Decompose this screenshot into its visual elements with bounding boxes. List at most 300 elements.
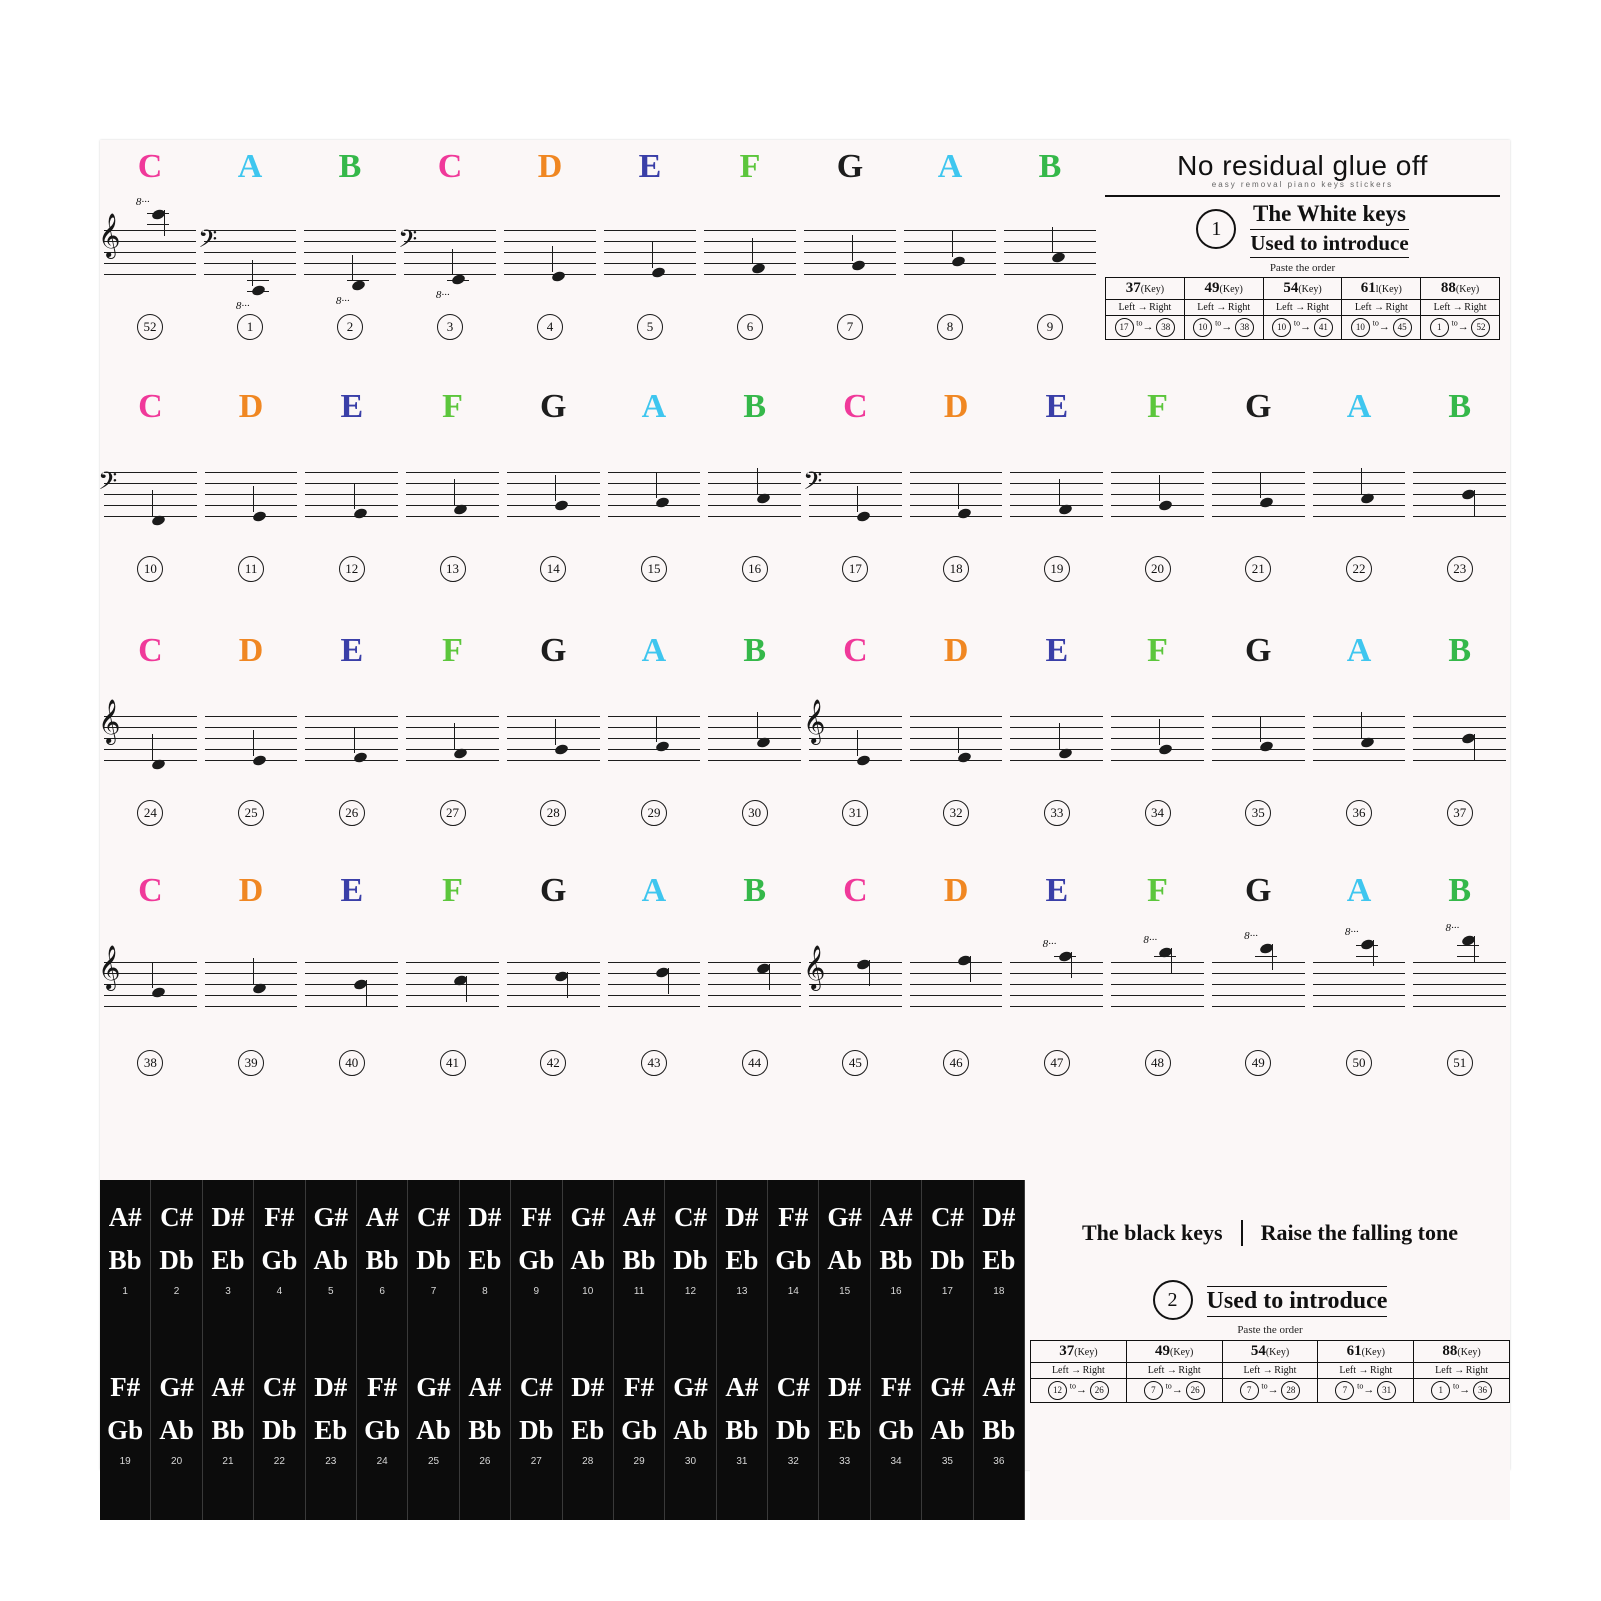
note-letter: A	[641, 632, 667, 669]
key-number	[100, 314, 200, 340]
note-stem	[253, 486, 254, 512]
ledger-line	[1255, 956, 1277, 957]
sticker-sheet	[100, 140, 1510, 1470]
music-staff	[205, 962, 298, 1006]
black-key-sticker	[717, 1180, 768, 1350]
range-cell: 1 $^{to}$→ 36	[1414, 1379, 1510, 1403]
note-stem	[466, 976, 467, 1002]
note-letter: C	[138, 388, 163, 425]
black-key-index: 16	[890, 1286, 902, 1297]
sharp-label: C#	[519, 1372, 553, 1402]
note-letter: A	[237, 148, 263, 185]
black-key-index: 18	[993, 1286, 1005, 1297]
note-letter: B	[338, 148, 362, 185]
note-stem	[652, 242, 653, 268]
note-head	[655, 740, 670, 753]
note-head	[554, 499, 569, 512]
note-head	[352, 751, 367, 764]
music-staff	[1004, 230, 1096, 274]
staff-cell	[906, 948, 1007, 1020]
flat-label: Bb	[622, 1245, 656, 1275]
note-stem	[1159, 719, 1160, 745]
black-key-sticker	[408, 1180, 459, 1350]
note-stem	[164, 210, 165, 236]
key-number-list	[100, 800, 1510, 826]
note-letter-list	[100, 140, 1100, 186]
bass-clef-icon: 𝄢	[198, 225, 218, 260]
flat-label: Db	[519, 1415, 554, 1445]
note-letter: C	[138, 872, 163, 909]
sharp-label: D#	[211, 1202, 245, 1232]
black-key-sticker	[203, 1180, 254, 1350]
sharp-label: D#	[571, 1372, 605, 1402]
note-letter: A	[1346, 872, 1372, 909]
black-keys-title-left: The black keys	[1082, 1220, 1223, 1245]
key-number	[1208, 800, 1309, 826]
flat-label: Bb	[982, 1415, 1016, 1445]
note-head	[957, 507, 972, 520]
sharp-label: D#	[314, 1372, 348, 1402]
note-stem	[857, 486, 858, 512]
staff-cell	[1409, 922, 1510, 1020]
note-letter: F	[1147, 388, 1168, 425]
note-letter: D	[943, 388, 969, 425]
key-number-circle: 9	[1037, 314, 1063, 340]
sharp-label: G#	[930, 1372, 965, 1402]
music-staff	[708, 472, 801, 516]
black-key-index: 24	[376, 1456, 388, 1467]
ledger-line	[147, 224, 169, 225]
key-number-circle: 19	[1044, 556, 1070, 582]
note-stem	[757, 468, 758, 494]
flat-label: Db	[673, 1245, 708, 1275]
black-key-index: 19	[119, 1456, 131, 1467]
sharp-label: A#	[622, 1202, 656, 1232]
music-staff	[910, 716, 1003, 760]
note-letter: B	[1448, 632, 1472, 669]
sharp-label: D#	[828, 1372, 862, 1402]
note-stem	[366, 980, 367, 1006]
note-stem	[869, 960, 870, 986]
black-key-index: 34	[890, 1456, 902, 1467]
key-number	[500, 314, 600, 340]
key-number-circle: 48	[1145, 1050, 1171, 1076]
black-key-sticker	[306, 1180, 357, 1350]
music-staff	[910, 962, 1003, 1006]
black-keys-title-2: Used to introduce	[1207, 1286, 1388, 1317]
key-number	[800, 314, 900, 340]
flat-label: Eb	[571, 1415, 605, 1445]
key-count-header: 49(Key)	[1184, 277, 1263, 299]
direction-cell: Left → Right	[1263, 299, 1342, 315]
note-stem	[1052, 227, 1053, 253]
staff-cell	[1000, 216, 1100, 288]
note-head	[651, 266, 666, 279]
white-keys-title-2: Used to introduce	[1250, 229, 1408, 258]
white-keys-info-panel	[1105, 150, 1500, 385]
note-letter: D	[238, 632, 264, 669]
sharp-label: D#	[725, 1202, 759, 1232]
note-letter: F	[442, 872, 463, 909]
ledger-line	[1457, 956, 1479, 957]
step-number-badge: 2	[1153, 1280, 1193, 1320]
black-key-index: 32	[787, 1456, 799, 1467]
key-number	[201, 1050, 302, 1076]
staff-cell	[402, 702, 503, 774]
note-letter: C	[843, 388, 868, 425]
staff-cell	[704, 948, 805, 1020]
note-stem	[958, 727, 959, 753]
note-letter: E	[340, 632, 364, 669]
note-stem	[1260, 716, 1261, 742]
key-number	[906, 1050, 1007, 1076]
key-number-circle: 20	[1145, 556, 1171, 582]
ottava-marking: 8···	[1042, 938, 1057, 950]
music-staff	[507, 962, 600, 1006]
note-letter: A	[641, 388, 667, 425]
table-row	[1106, 299, 1500, 315]
ledger-line	[1356, 945, 1378, 946]
treble-clef-icon: 𝄞	[98, 945, 121, 989]
key-number-circle: 46	[943, 1050, 969, 1076]
music-staff	[904, 230, 996, 274]
key-number	[704, 1050, 805, 1076]
music-staff	[1010, 938, 1103, 1006]
black-key-index: 33	[839, 1456, 851, 1467]
black-key-sticker	[665, 1350, 716, 1520]
note-stem	[454, 723, 455, 749]
note-stem	[252, 260, 253, 286]
note-head	[151, 986, 166, 999]
flat-label: Eb	[468, 1245, 502, 1275]
key-number-circle: 21	[1245, 556, 1271, 582]
black-key-sticker	[306, 1350, 357, 1520]
divider	[1241, 1220, 1243, 1246]
key-number-circle: 25	[238, 800, 264, 826]
black-key-index: 3	[225, 1286, 231, 1297]
black-key-index: 22	[273, 1456, 285, 1467]
key-number	[900, 314, 1000, 340]
key-number-circle: 15	[641, 556, 667, 582]
black-keys-title	[1207, 1284, 1388, 1317]
sharp-label: G#	[313, 1202, 349, 1232]
key-number-circle: 23	[1447, 556, 1473, 582]
note-letter: C	[843, 632, 868, 669]
note-letter: G	[540, 632, 567, 669]
staff-cell	[1309, 926, 1410, 1020]
direction-cell: Left → Right	[1222, 1363, 1318, 1379]
flat-label: Bb	[211, 1415, 245, 1445]
sharp-label: A#	[468, 1372, 502, 1402]
black-keys-sticker-block	[100, 1180, 1025, 1520]
note-head	[1158, 743, 1173, 756]
treble-clef-icon: 𝄞	[803, 699, 826, 743]
note-stem	[1474, 490, 1475, 516]
black-key-sticker	[511, 1180, 562, 1350]
key-number-circle: 4	[537, 314, 563, 340]
staff-cell	[1208, 930, 1309, 1020]
key-number-circle: 18	[943, 556, 969, 582]
note-stem	[152, 962, 153, 988]
flat-label: Gb	[364, 1415, 401, 1445]
note-letter-list	[100, 860, 1510, 910]
black-key-sticker	[717, 1350, 768, 1520]
note-letter: G	[540, 388, 567, 425]
sharp-label: F#	[881, 1372, 912, 1402]
note-stem	[354, 727, 355, 753]
music-staff	[406, 716, 499, 760]
sharp-label: C#	[776, 1372, 810, 1402]
sharp-label: F#	[778, 1202, 809, 1232]
black-key-sticker	[871, 1180, 922, 1350]
key-number-circle: 32	[943, 800, 969, 826]
key-number	[1309, 800, 1410, 826]
staff-cell	[301, 948, 402, 1020]
black-key-index: 2	[173, 1286, 180, 1297]
music-staff	[1111, 716, 1204, 760]
note-letter: C	[843, 872, 868, 909]
music-staff	[205, 472, 298, 516]
flat-label: Bb	[725, 1415, 759, 1445]
sharp-label: F#	[624, 1372, 655, 1402]
flat-label: Gb	[621, 1415, 658, 1445]
key-number	[906, 800, 1007, 826]
key-number	[704, 556, 805, 582]
staff-cell	[198, 216, 300, 312]
table-row	[1106, 277, 1500, 299]
key-count-header: 61(Key)	[1318, 1341, 1414, 1363]
staff-cell	[201, 458, 302, 530]
key-number-circle: 1	[237, 314, 263, 340]
black-key-row	[100, 1350, 1025, 1520]
key-number-circle: 47	[1044, 1050, 1070, 1076]
sharp-label: A#	[211, 1372, 245, 1402]
note-stem	[970, 956, 971, 982]
staff-cell	[300, 216, 400, 307]
sharp-label: C#	[160, 1202, 194, 1232]
key-number-circle: 39	[238, 1050, 264, 1076]
music-staff	[205, 716, 298, 760]
sharp-label: D#	[982, 1202, 1016, 1232]
direction-cell: Left → Right	[1421, 299, 1500, 315]
ledger-line	[347, 280, 369, 281]
staff-cell	[1208, 458, 1309, 530]
note-letter: F	[739, 148, 761, 185]
range-cell: 12 $^{to}$→ 26	[1031, 1379, 1127, 1403]
key-number	[805, 1050, 906, 1076]
key-number	[100, 556, 201, 582]
flat-label: Bb	[879, 1245, 913, 1275]
black-key-index: 4	[276, 1286, 283, 1297]
ledger-line	[1457, 945, 1479, 946]
key-number-circle: 31	[842, 800, 868, 826]
note-stem	[354, 483, 355, 509]
staff-cell	[803, 945, 906, 1020]
staff-list	[98, 922, 1510, 1020]
flat-label: Bb	[108, 1245, 142, 1275]
black-key-sticker	[151, 1350, 202, 1520]
key-number	[704, 800, 805, 826]
key-number	[1208, 556, 1309, 582]
key-number-circle: 36	[1346, 800, 1372, 826]
key-number	[805, 556, 906, 582]
bass-clef-icon: 𝄢	[398, 225, 418, 260]
staff-cell	[503, 458, 604, 530]
black-key-index: 6	[379, 1286, 385, 1297]
range-cell: 7 $^{to}$→ 26	[1126, 1379, 1222, 1403]
note-letter: A	[641, 872, 667, 909]
note-letter: F	[442, 632, 463, 669]
key-number	[100, 1050, 201, 1076]
key-number	[1309, 556, 1410, 582]
white-key-row-4	[100, 860, 1510, 1120]
key-number	[201, 556, 302, 582]
black-key-sticker	[460, 1180, 511, 1350]
key-number-circle: 33	[1044, 800, 1070, 826]
black-key-sticker	[922, 1350, 973, 1520]
note-stem	[668, 968, 669, 994]
key-number	[402, 556, 503, 582]
staff-cell	[1309, 458, 1410, 530]
white-key-row-3	[100, 620, 1510, 870]
ottava-marking: 8···	[1244, 930, 1258, 942]
sharp-label: C#	[417, 1202, 451, 1232]
key-number-circle: 12	[339, 556, 365, 582]
key-number	[1409, 556, 1510, 582]
key-number	[400, 314, 500, 340]
music-staff	[1212, 930, 1305, 1006]
note-stem	[1059, 479, 1060, 505]
flat-label: Db	[416, 1245, 451, 1275]
flat-label: Gb	[878, 1415, 915, 1445]
key-number	[301, 556, 402, 582]
table-row	[1031, 1379, 1510, 1403]
key-number-circle: 29	[641, 800, 667, 826]
note-letter: A	[1346, 388, 1372, 425]
music-staff	[704, 230, 796, 274]
sharp-label: G#	[570, 1202, 605, 1232]
music-staff	[1413, 922, 1506, 1006]
ledger-line	[147, 213, 169, 214]
note-stem	[1272, 944, 1273, 970]
key-number-circle: 49	[1245, 1050, 1271, 1076]
black-key-index: 9	[533, 1286, 540, 1297]
black-key-sticker	[974, 1350, 1025, 1520]
note-letter: F	[442, 388, 463, 425]
treble-clef-icon: 𝄞	[98, 213, 121, 257]
black-key-index: 10	[582, 1286, 594, 1297]
flat-label: Eb	[211, 1245, 245, 1275]
sharp-label: A#	[365, 1202, 399, 1232]
black-key-sticker	[871, 1350, 922, 1520]
direction-cell: Left → Right	[1414, 1363, 1510, 1379]
music-staff	[1313, 472, 1406, 516]
white-keys-title	[1250, 201, 1408, 258]
note-head	[1158, 499, 1173, 512]
black-key-sticker	[614, 1180, 665, 1350]
note-head	[252, 510, 267, 523]
note-head	[252, 754, 267, 767]
flat-label: Ab	[673, 1415, 708, 1445]
note-stem	[352, 255, 353, 281]
note-letter: E	[1045, 388, 1069, 425]
note-letter: D	[943, 632, 969, 669]
music-staff	[305, 962, 398, 1006]
staff-cell	[1208, 702, 1309, 774]
key-number-circle: 10	[137, 556, 163, 582]
key-number-circle: 34	[1145, 800, 1171, 826]
note-stem	[1361, 712, 1362, 738]
note-stem	[1361, 468, 1362, 494]
black-key-sticker	[203, 1350, 254, 1520]
range-cell: 17 $^{to}$→ 38	[1106, 315, 1185, 339]
key-number-circle: 26	[339, 800, 365, 826]
note-letter-list	[100, 620, 1510, 670]
staff-cell	[1006, 702, 1107, 774]
black-key-index: 30	[684, 1456, 697, 1467]
ledger-line	[1154, 956, 1176, 957]
black-key-sticker	[100, 1180, 151, 1350]
black-key-sticker	[563, 1180, 614, 1350]
key-number	[402, 1050, 503, 1076]
black-keys-info-panel	[1030, 1180, 1510, 1520]
black-key-index: 11	[633, 1286, 645, 1297]
staff-cell	[100, 458, 201, 530]
staff-cell	[201, 702, 302, 774]
note-stem	[555, 719, 556, 745]
ledger-line	[447, 280, 469, 281]
music-staff	[507, 472, 600, 516]
music-staff	[608, 472, 701, 516]
key-number	[1006, 556, 1107, 582]
music-staff	[803, 945, 902, 1006]
black-key-index: 1	[122, 1286, 128, 1297]
black-key-row	[100, 1180, 1025, 1350]
music-staff	[98, 467, 197, 516]
key-number-circle: 6	[737, 314, 763, 340]
black-key-index: 8	[482, 1286, 488, 1297]
sharp-label: C#	[673, 1202, 707, 1232]
black-key-sticker	[922, 1180, 973, 1350]
note-stem	[1159, 475, 1160, 501]
note-stem	[1059, 723, 1060, 749]
black-key-index: 25	[427, 1456, 440, 1467]
music-staff	[1010, 716, 1103, 760]
note-letter: D	[238, 872, 264, 909]
note-head	[1259, 740, 1274, 753]
music-staff	[1313, 926, 1406, 1006]
key-number	[402, 800, 503, 826]
black-key-sticker	[665, 1180, 716, 1350]
black-keys-title-line	[1030, 1280, 1510, 1320]
note-stem	[152, 734, 153, 760]
black-key-sticker	[151, 1180, 202, 1350]
table-row	[1031, 1363, 1510, 1379]
key-number-circle: 37	[1447, 800, 1473, 826]
music-staff	[304, 230, 396, 307]
flat-label: Gb	[775, 1245, 812, 1275]
ottava-marking: 8···	[1344, 926, 1359, 938]
sharp-label: G#	[159, 1372, 194, 1402]
range-cell: 10 $^{to}$→ 41	[1263, 315, 1342, 339]
music-staff	[98, 945, 197, 1006]
ottava-marking: 8···	[1445, 922, 1460, 934]
note-letter: G	[1245, 388, 1272, 425]
key-number	[906, 556, 1007, 582]
staff-cell	[503, 702, 604, 774]
bass-clef-icon: 𝄢	[803, 467, 823, 502]
staff-cell	[1107, 702, 1208, 774]
